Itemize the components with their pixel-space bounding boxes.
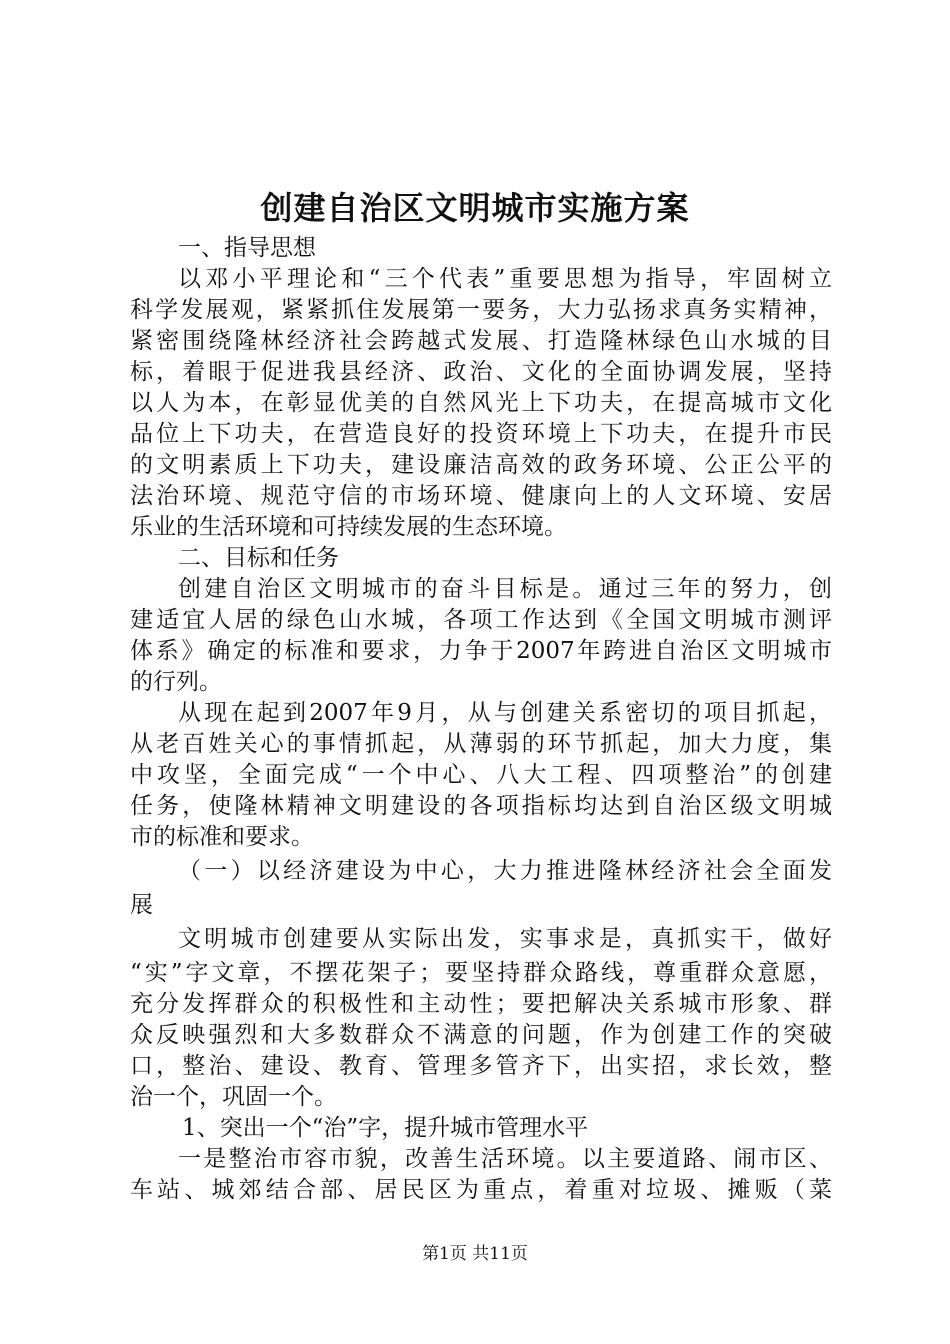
subsection-heading-cont: 展 (130, 892, 153, 918)
paragraph-line: 众反映强烈和大多数群众不满意的问题，作为创建工作的突破 (130, 1022, 832, 1048)
document-title: 创建自治区文明城市实施方案 (260, 189, 690, 227)
section-heading: 二、目标和任务 (178, 545, 339, 571)
paragraph-line: 的行列。 (130, 669, 222, 695)
paragraph-line: 标，着眼于促进我县经济、政治、文化的全面协调发展，坚持 (130, 359, 832, 385)
paragraph-line: 文明城市创建要从实际出发，实事求是，真抓实干，做好 (178, 926, 832, 952)
document-body (130, 233, 832, 1206)
paragraph-line: 一是整治市容市貌，改善生活环境。以主要道路、闹市区、 (178, 1146, 832, 1172)
paragraph-line: 从老百姓关心的事情抓起，从薄弱的环节抓起，加大力度，集 (130, 731, 832, 757)
paragraph-line: 以邓小平理论和“三个代表”重要思想为指导，牢固树立 (178, 266, 832, 292)
paragraph-line: 乐业的生活环境和可持续发展的生态环境。 (130, 514, 567, 540)
subsection-heading: （一）以经济建设为中心，大力推进隆林经济社会全面发 (178, 858, 832, 884)
paragraph-line: 任务，使隆林精神文明建设的各项指标均达到自治区级文明城 (130, 793, 832, 819)
paragraph-line: 紧密围绕隆林经济社会跨越式发展、打造隆林绿色山水城的目 (130, 328, 832, 354)
paragraph-line: 从现在起到2007年9月，从与创建关系密切的项目抓起， (178, 700, 832, 726)
paragraph-line: 市的标准和要求。 (130, 824, 314, 850)
paragraph-line: 科学发展观，紧紧抓住发展第一要务，大力弘扬求真务实精神， (130, 297, 832, 323)
paragraph-line: 品位上下功夫，在营造良好的投资环境上下功夫，在提升市民 (130, 421, 832, 447)
paragraph-line: 车站、城郊结合部、居民区为重点，着重对垃圾、摊贩（菜 (130, 1177, 832, 1203)
paragraph-line: 创建自治区文明城市的奋斗目标是。通过三年的努力，创 (178, 576, 832, 602)
item-heading: 1、突出一个“治”字，提升城市管理水平 (182, 1115, 589, 1141)
paragraph-line: 中攻坚，全面完成“一个中心、八大工程、四项整治”的创建 (130, 762, 832, 788)
paragraph-line: 以人为本，在彰显优美的自然风光上下功夫，在提高城市文化 (130, 390, 832, 416)
paragraph-line: 体系》确定的标准和要求，力争于2007年跨进自治区文明城市 (130, 638, 832, 664)
paragraph-line: 建适宜人居的绿色山水城，各项工作达到《全国文明城市测评 (130, 607, 832, 633)
paragraph-line: 充分发挥群众的积极性和主动性；要把解决关系城市形象、群 (130, 991, 832, 1017)
paragraph-line: 的文明素质上下功夫，建设廉洁高效的政务环境、公正公平的 (130, 452, 832, 478)
paragraph-line: “实”字文章，不摆花架子；要坚持群众路线，尊重群众意愿， (130, 960, 832, 986)
paragraph-line: 治一个，巩固一个。 (130, 1084, 337, 1110)
page-number: 第1页 共11页 (422, 1244, 528, 1264)
section-heading: 一、指导思想 (178, 235, 316, 261)
paragraph-line: 法治环境、规范守信的市场环境、健康向上的人文环境、安居 (130, 483, 832, 509)
paragraph-line: 口，整治、建设、教育、管理多管齐下，出实招，求长效，整 (130, 1053, 832, 1079)
